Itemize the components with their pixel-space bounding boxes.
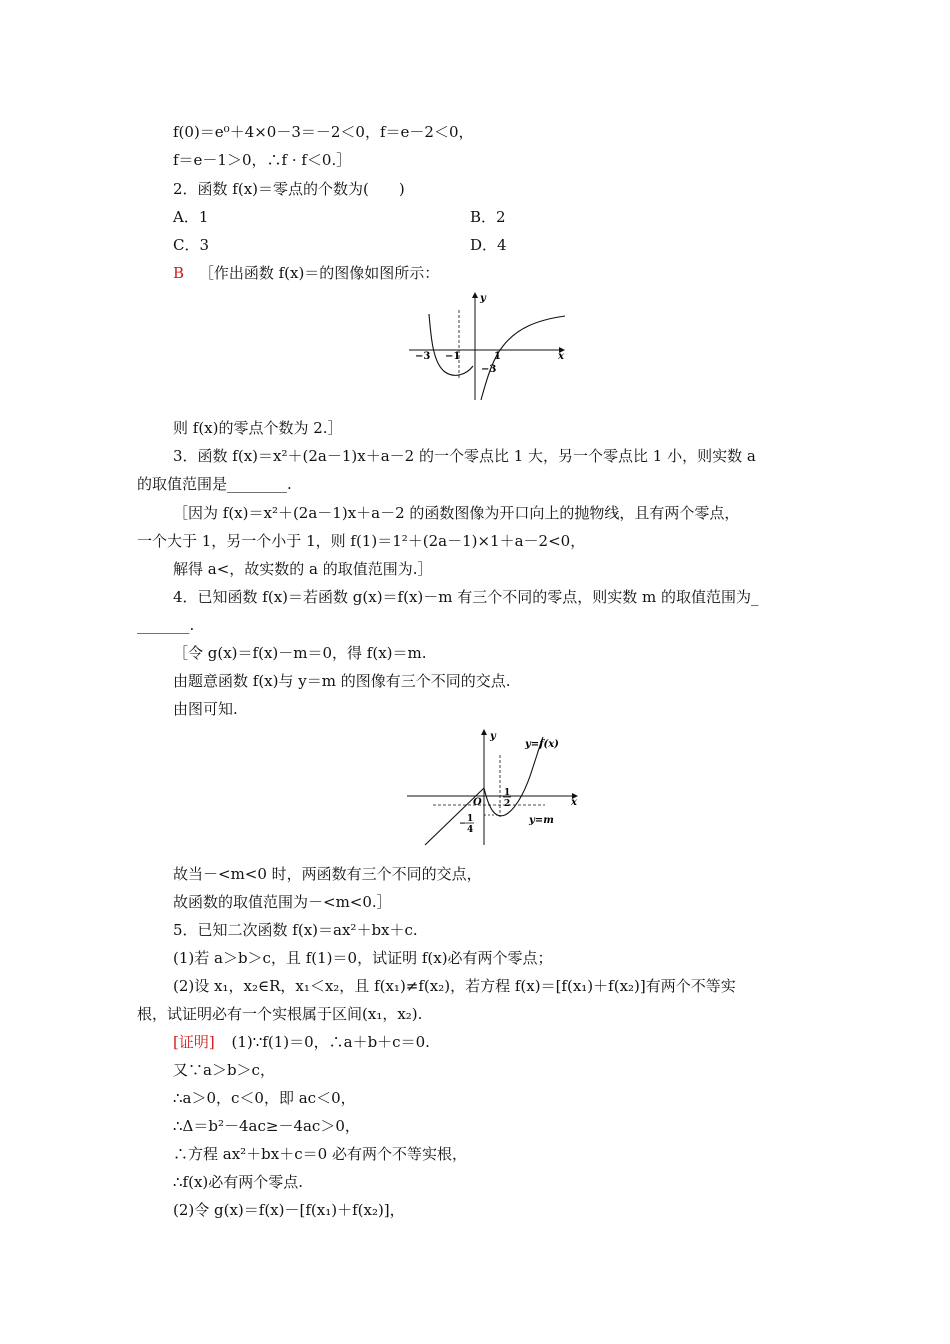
fig2-y-arrow	[481, 729, 487, 735]
fig1-tick-neg1: −1	[445, 351, 461, 362]
fig2-y-label: y	[490, 731, 496, 742]
fig2-origin-label: O	[473, 797, 482, 808]
fig1-tick-y-neg3: −3	[481, 364, 497, 375]
proof-line-3: ∴a＞0，c＜0，即 ac＜0，	[173, 1089, 356, 1107]
proof-line-4: ∴Δ＝b²－4ac≥－4ac＞0，	[173, 1117, 360, 1135]
answer-3-line-3: 解得 a<，故实数的 a 的取值范围为.］	[173, 560, 433, 578]
fig2-half-numerator: 1	[504, 788, 511, 798]
solution-line-2: f＝e－1＞0，∴f · f＜0.］	[173, 151, 352, 169]
question-3-line-1: 3．函数 f(x)＝x²＋(2a－1)x＋a－2 的一个零点比 1 大，另一个零点比 1 小，则实数 a	[173, 447, 756, 465]
question-3-line-2: 的取值范围是________.	[137, 475, 292, 493]
answer-2-conclusion: 则 f(x)的零点个数为 2.］	[173, 419, 343, 437]
proof-line-1	[173, 1032, 430, 1052]
proof-line-7: (2)令 g(x)＝f(x)－[f(x₁)＋f(x₂)]，	[173, 1201, 405, 1219]
proof-line-5: ∴方程 ax²＋bx＋c＝0 必有两个不等实根，	[173, 1145, 467, 1163]
solution-line-1: f(0)＝e⁰＋4×0－3＝－2＜0，f＝e－2＜0，	[173, 123, 474, 141]
answer-4-line-3: 由图可知.	[173, 700, 238, 718]
fig1-y-label: y	[480, 293, 486, 304]
proof-line-2: 又∵a＞b＞c，	[173, 1061, 275, 1079]
answer-letter: B	[173, 264, 185, 282]
answer-2	[173, 263, 439, 283]
figure-1-graph	[405, 288, 580, 403]
fig2-curve-label: y=f(x)	[525, 739, 559, 750]
fig1-x-label: x	[558, 351, 564, 362]
fig2-x-label: x	[571, 797, 577, 808]
question-4-line-1: 4．已知函数 f(x)＝若函数 g(x)＝f(x)－m 有三个不同的零点，则实数 m 的取值范围为_	[173, 588, 759, 606]
option-b: B．2	[470, 208, 506, 226]
question-5: 5．已知二次函数 f(x)＝ax²＋bx＋c.	[173, 921, 418, 939]
option-d: D．4	[470, 236, 507, 254]
proof-step-1: (1)∵f(1)＝0，∴a＋b＋c＝0.	[231, 1033, 430, 1051]
fig2-half-denominator: 2	[504, 799, 511, 809]
answer-3-line-1: ［因为 f(x)＝x²＋(2a－1)x＋a－2 的函数图像为开口向上的抛物线，且有两个零点，	[173, 504, 740, 522]
question-2: 2．函数 f(x)＝零点的个数为( )	[173, 180, 405, 198]
answer-4-line-2: 由题意函数 f(x)与 y＝m 的图像有三个不同的交点.	[173, 672, 511, 690]
question-5-part-2-line-1: (2)设 x₁，x₂∈R，x₁＜x₂，且 f(x₁)≠f(x₂)，若方程 f(x)＝[f(x₁)＋f(x₂)]有两个不等实	[173, 977, 736, 995]
fig1-y-arrow	[472, 292, 478, 298]
fig1-left-curve	[429, 314, 473, 375]
fig2-quarter-denominator: 4	[467, 825, 474, 835]
fig1-tick-neg3: −3	[415, 351, 431, 362]
fig2-minus-sign: −	[459, 819, 467, 829]
option-c: C．3	[173, 236, 210, 254]
option-a: A．1	[173, 208, 209, 226]
answer-4-line-1: ［令 g(x)＝f(x)－m＝0，得 f(x)＝m.	[173, 644, 427, 662]
answer-2-text: ［作出函数 f(x)＝的图像如图所示：	[198, 264, 440, 282]
answer-4-line-5: 故函数的取值范围为－<m<0.］	[173, 893, 392, 911]
proof-line-6: ∴f(x)必有两个零点.	[173, 1173, 304, 1191]
question-4-line-2: _______.	[137, 616, 195, 634]
proof-label: [证明]	[173, 1033, 215, 1051]
answer-4-line-4: 故当－<m<0 时，两函数有三个不同的交点，	[173, 865, 482, 883]
answer-3-line-2: 一个大于 1，另一个小于 1，则 f(1)＝1²＋(2a－1)×1＋a－2<0，	[137, 532, 586, 550]
question-5-part-1: (1)若 a＞b＞c，且 f(1)＝0，试证明 f(x)必有两个零点；	[173, 949, 553, 967]
fig2-line-label: y=m	[529, 815, 554, 826]
fig1-tick-1: 1	[494, 351, 501, 362]
figure-2-graph	[405, 727, 580, 849]
question-5-part-2-line-2: 根，试证明必有一个实根属于区间(x₁，x₂).	[137, 1005, 423, 1023]
fig2-quarter-numerator: 1	[467, 814, 474, 824]
